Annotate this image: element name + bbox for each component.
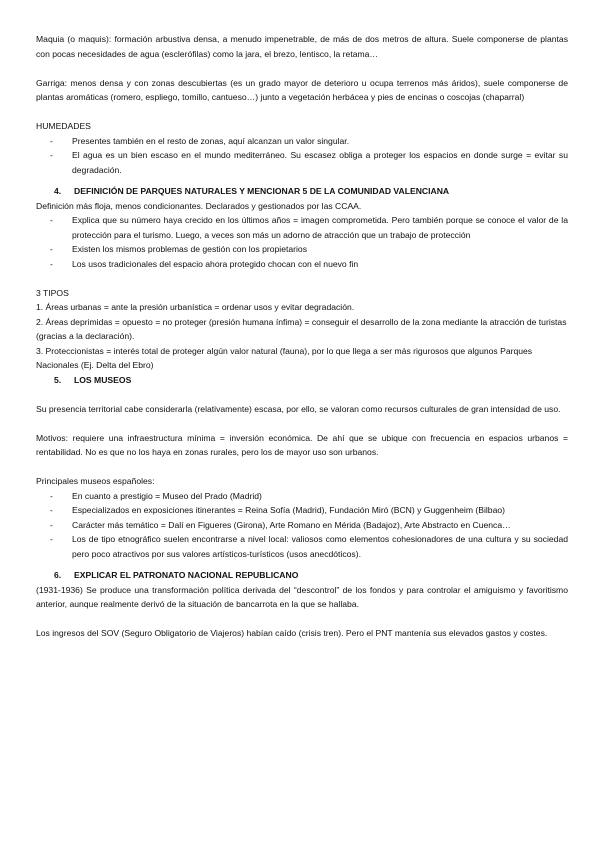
humedades-title: HUMEDADES [36,121,91,131]
section-4-intro: Definición más floja, menos condicionantes. Declarados y gestionados por las CCAA. [36,200,362,211]
list-item: - Carácter más temático = Dalí en Figueres (Girona), Arte Romano en Mérida (Badajoz), Arte Abstracto en Cuenca… [72,518,568,533]
section-6-heading [54,568,568,583]
list-item: - Explica que su número haya crecido en los últimos años = imagen comprometida. Pero también porque se conoce el valor de la protección para el turismo. Luego, a veces son más un adorno de atracción que un trabajo de protección [72,213,568,242]
museos-paragraph-2: Motivos: requiere una infraestructura mínima = inversión económica. De ahí que se ubique con frecuencia en espacios urbanos = rentabilidad. No es que no los haya en zonas rurales, pero los de mayor uso son urbanos. [36,432,568,457]
section-title: EXPLICAR EL PATRONATO NACIONAL REPUBLICANO [74,570,299,580]
list-item: - En cuanto a prestigio = Museo del Prado (Madrid) [72,489,568,504]
tipo-item: 2. Áreas deprimidas = opuesto = no proteger (presión humana ínfima) = conseguir el desarrollo de la zona mediante la atracción de turistas (gracias a la declaración). [36,316,567,341]
section-number: 5. [54,374,62,385]
list-item: - Presentes también en el resto de zonas, aquí alcanzan un valor singular. [72,134,568,149]
museos-list-title: Principales museos españoles: [36,476,155,486]
section-4-heading [54,184,568,199]
humedades-list [36,134,568,178]
list-item: - Existen los mismos problemas de gestión con los propietarios [72,242,568,257]
list-item: - El agua es un bien escaso en el mundo mediterráneo. Su escasez obliga a proteger los espacios en donde surge = evitar su degradación. [72,148,568,177]
section-number: 4. [54,186,62,196]
tipos-title: 3 TIPOS [36,287,69,298]
section-number: 6. [54,570,62,580]
section-title: LOS MUSEOS [74,374,132,385]
parques-list [36,213,568,271]
list-item: - Especializados en exposiciones itinerantes = Reina Sofía (Madrid), Fundación Miró (BCN) y Guggenheim (Bilbao) [72,503,568,518]
paragraph-maquia: Maquia (o maquis): formación arbustiva densa, a menudo impenetrable, de más de dos metros de altura. Suele componerse de plantas con pocas necesidades de agua (esclerófilas) como la jara, el brezo, lentisco, la retama… [36,34,568,59]
list-item: - Los de tipo etnográfico suelen encontrarse a nivel local: valiosos como elementos cohesionadores de una cultura y su sociedad pero poco atractivos por sus valores artísticos-turísticos (usos anecdóticos). [72,532,568,561]
section-5-heading [54,373,568,388]
patronato-paragraph-1: (1931-1936) Se produce una transformación política derivada del “descontrol” de los fondos y para controlar el amiguismo y favoritismo anterior, aunque realmente derivó de la situación de bancarrota en la que se hallaba. [36,584,568,609]
tipo-item: 3. Proteccionistas = interés total de proteger algún valor natural (fauna), por lo que llega a ser más rigurosos que algunos Parques Nacionales (Ej. Delta del Ebro) [36,345,533,370]
list-item: - Los usos tradicionales del espacio ahora protegido chocan con el nuevo fin [72,257,568,272]
paragraph-garriga: Garriga: menos densa y con zonas descubiertas (es un grado mayor de deterioro u ocupa terrenos más áridos), suele componerse de plantas aromáticas (romero, espliego, tomillo, cantueso…) junto a vegetación herbácea y pies de encinas o coscojas (chaparral) [36,77,568,102]
museos-list [36,489,568,562]
museos-paragraph-1: Su presencia territorial cabe considerarla (relativamente) escasa, por ello, se valoran como recursos culturales de gran intensidad de uso. [36,403,561,414]
patronato-paragraph-2: Los ingresos del SOV (Seguro Obligatorio de Viajeros) habían caído (crisis tren). Pero el PNT mantenía sus elevados gastos y costes. [36,628,548,638]
tipo-item: 1. Áreas urbanas = ante la presión urbanística = ordenar usos y evitar degradación. [36,302,355,312]
section-title: DEFINICIÓN DE PARQUES NATURALES Y MENCIONAR 5 DE LA COMUNIDAD VALENCIANA [74,186,450,196]
